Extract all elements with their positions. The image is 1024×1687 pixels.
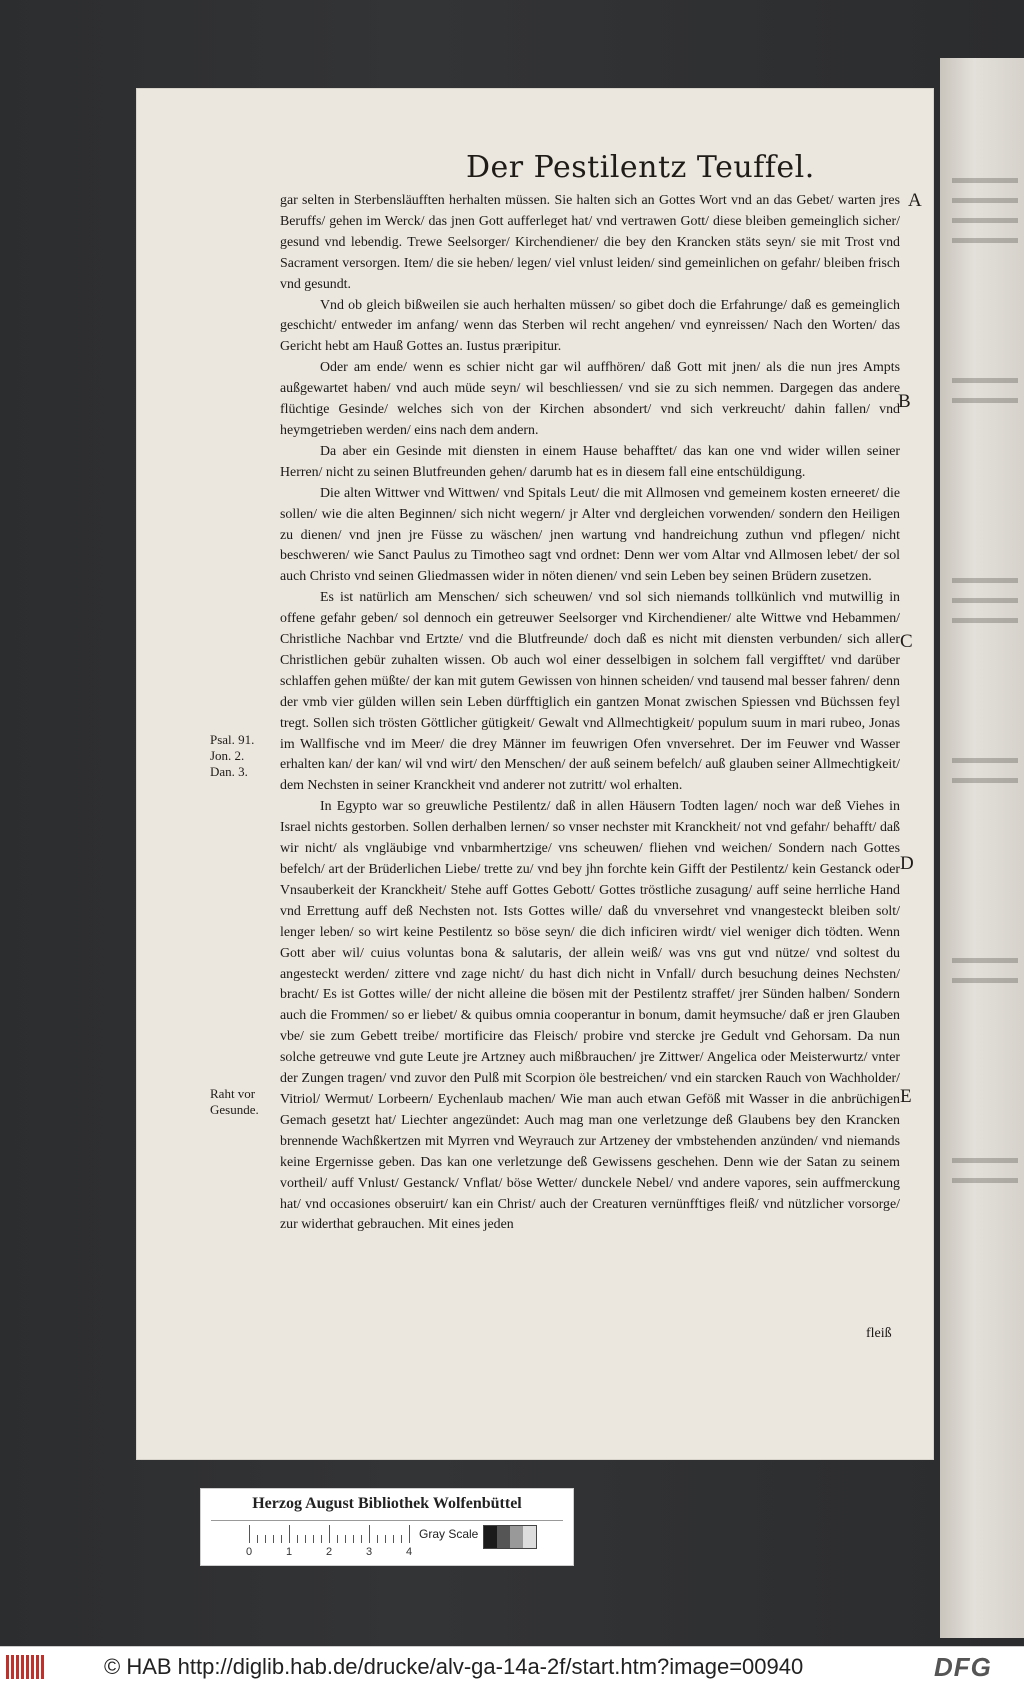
gray-scale-swatch: [483, 1525, 537, 1549]
gray-scale-label: Gray Scale: [419, 1527, 479, 1541]
paragraph-1: gar selten in Sterbensläufften herhalten müssen. Sie halten sich an Gottes Wort vnd an das Gebet/ warten jres Beruffs/ gehen im Werck/ das jnen Gott aufferleget hat/ vnd vertrawen Gott/ diese bleiben gemeinglich sicher/ gesund vnd lebendig. Trewe Seelsorger/ Kirchendiener/ die bey den Krancken stäts seyn/ sie mit Trost vnd Sacrament versorgen. Item/ die sie heben/ legen/ viel vnlust leiden/ sind gemeinlichen on gefahr/ bleiben frisch vnd gesundt.: [280, 193, 900, 292]
dfg-logo: DFG: [934, 1652, 992, 1682]
scale-number: 3: [366, 1546, 373, 1558]
document-page: [136, 88, 934, 1460]
margin-letter-a: A: [908, 190, 922, 211]
margin-note-psalm: Psal. 91. Jon. 2. Dan. 3.: [210, 732, 255, 779]
paragraph-7: In Egypto war so greuwliche Pestilentz/ daß in allen Häusern Todten lagen/ noch war deß Viehes in Israel nichts gestorben. Sollen derhalben lernen/ so vnser nechster mit Kranckheit/ not vnd gefahr/ behafft/ daß wir nicht/ als vngläubige vnd vnbarmhertzige/ vns scheuwen/ fliehen vnd weichen/ Sondern nach Gottes befelch/ art der Brüderlichen Liebe/ trette zu/ vnd bey jhn forchte kein Gifft der Pestilentz/ kein Gestanck oder Vnsauberkeit der Kranckheit/ Stehe auff Gottes Gebott/ Gottes tröstliche zusagung/ auff seine herrliche Hand vnd Errettung auff deß Nechsten not. Ists Gottes wille/ daß du vnversehret vnd vnangesteckt bleiben solt/ lenger leben/ so wirt keine Pestilentz so böse seyn/ die dich inficiren wirdt/ viel weniger dich tödten. Wenn Gott aber wil/ cuius voluntas bona & salutaris, der allein weiß/ was vns gut vnd nütze/ vnd soltest du angesteckt werden/ zittere vnd zage nicht/ du hast dich nicht in Vnfall/ durch besuchung deines Nechsten/ bracht/ Es ist Gottes wille/ der nicht alleine die bösen mit der Pestilentz straffet/ jrer Sünden halben/ Sondern auch die Frommen/ so er liebet/ & quibus omnia cooperantur in bonum, damit heymsuche/ daß er jren Glauben vbe/ sie zum Gebett treibe/ mortificire das Fleisch/ probire vnd stercke jre Gedult vnd Gehorsam. Da nun solche getreuwe vnd gute Leute jre Artzney auch mißbrauchen/ jre Zittwer/ Angelica oder Meisterwurtz/ vnter der Zungen tragen/ vnd zuvor den Pulß mit Scorpion öle bestreichen/ vnd ein starcken Rauch von Wachholder/ Vitriol/ Wermut/ Lorbeern/ Eychenlaub machen/ Wie man auch etwan Geföß mit Wasser in die anbrüchigen Gemach gesetzt hat/ Liechter angezündet: Auch mag man one verletzunge deß Glaubens bey den Krancken brennende Wachßkertzen mit Myrren vnd Weyrauch zur Artzeney der vmbstehenden anzünden/ vnd niemands keine Ergernisse geben. Das kan one verletzunge deß Gewissens geschehen. Denn wie der Satan zu seinem vortheil/ auff Vnlust/ Gestanck/ Vnflat/ böse Wetter/ dunckele Nebel/ vnd andere vapores, sein auffmerckung hat/ vnd occasiones obseruirt/ kan ein Christ/ auch der Creaturen vernünfftiges fleiß/ vnd nützlicher vorsorge/ zur widerthat gebrauchen. Mit eines jeden: [280, 799, 900, 1233]
scale-number: 1: [286, 1546, 293, 1558]
label-divider: [211, 1520, 563, 1521]
paragraph-4: Da aber ein Gesinde mit diensten in einem Hause behafftet/ das kan one vnd wider willen seiner Herren/ nicht zu seinen Blutfreunden gehen/ darumb hat es in diesem fall eine entschüldigung.: [280, 443, 900, 480]
body-text: [280, 191, 900, 1411]
source-link[interactable]: © HAB http://diglib.hab.de/drucke/alv-ga-14a-2f/start.htm?image=00940: [104, 1654, 804, 1679]
scale-ruler: [249, 1525, 409, 1543]
running-head: Der Pestilentz Teuffel.: [466, 150, 815, 185]
footer-bar: [0, 1646, 1024, 1687]
margin-letter-b: B: [898, 391, 911, 412]
margin-letter-c: C: [900, 631, 913, 652]
facing-page-edge: [940, 58, 1024, 1638]
margin-note-raht: Raht vor Gesunde.: [210, 1086, 259, 1117]
paragraph-6: Es ist natürlich am Menschen/ sich scheuwen/ vnd sol sich niemands tollkünlich vnd mutwillig in offene gefahr geben/ sol dennoch ein getreuwer Seelsorger vnd Kirchendiener/ alte Wittwe vnd Hebammen/ Christliche Nachbar vnd Ertzte/ vnd die Blutfreunde/ doch daß es nicht mit diensten verbunden/ sich aller Christlichen gebür zuhalten wissen. Ob auch wol einer desselbigen in solchem fall vergifftet/ vnd darüber schlaffen gehen müßte/ der kan mit gutem Gewissen von hinnen scheiden/ vnd tausend mal besser fahren/ denn der vmb vier gülden willen sein Leben dürfftiglich ein gantzen Monat zwischen Spiessen vnd Büchssen feyl tregt. Sollen sich trösten Göttlicher gütigkeit/ Gewalt vnd Allmechtigkeit/ populum suum in mari rubeo, Jonas im Wallfische vnd im Meer/ die drey Männer im feuwrigen Ofen vnversehret. Der im Feuwer vnd Wasser erhalten kan/ der kan/ wil vnd wirt/ den Menschen/ der auß seinem befelch/ auß glauben seiner Allmechtigkeit/ dem Nechsten in seiner Kranckheit vnd anderer not zutritt/ wol erhalten.: [280, 590, 900, 794]
paragraph-3: Oder am ende/ wenn es schier nicht gar wil auffhören/ daß Gott mit jnen/ als die nun jres Ampts außgewartet haben/ vnd auch müde seyn/ wil beschliessen/ vnd sie zu sich nemmen. Dargegen das andere flüchtige Gesinde/ welches sich von der Kirchen absondert/ vnd sich verkreucht/ dahin fallen/ vnd heymgetrieben werden/ eins nach dem andern.: [280, 360, 900, 438]
margin-letter-e: E: [900, 1086, 912, 1107]
paragraph-2: Vnd ob gleich bißweilen sie auch herhalten müssen/ so gibet doch die Erfahrunge/ daß es gemeinglich geschicht/ entweder im anfang/ wenn das Sterben wil recht angehen/ vnd eynreissen/ Nach den Worten/ das Gericht hebt am Hauß Gottes an. Iustus præripitur.: [280, 297, 900, 355]
scale-number: 4: [406, 1546, 413, 1558]
paragraph-5: Die alten Wittwer vnd Wittwen/ vnd Spitals Leut/ die mit Allmosen vnd gemeinem kosten erneeret/ die sollen/ wie die alten Beginnen/ sich nicht wegern/ jr Alter vnd dergleichen vorwenden/ sondern den Heiligen zu dienen/ vnd jnen jre Füsse zu wäschen/ jnen wartung vnd handreichung zuthun vnd pflegen/ nicht beschweren/ wie Sanct Paulus zu Timotheo sagt vnd ordnet: Denn wer vom Altar vnd Allmosen lebet/ der sol auch Christo vnd seinen Gliedmassen wider in nöten dienen/ vnd sein Leben bey seinen Brüdern zusetzen.: [280, 485, 900, 585]
margin-letter-d: D: [900, 853, 914, 874]
scale-number: 0: [246, 1546, 253, 1558]
hab-logo-icon: [6, 1655, 46, 1679]
catchword: fleiß: [866, 1326, 892, 1341]
scale-number: 2: [326, 1546, 333, 1558]
library-label: [200, 1488, 574, 1566]
library-name: Herzog August Bibliothek Wolfenbüttel: [252, 1495, 522, 1512]
